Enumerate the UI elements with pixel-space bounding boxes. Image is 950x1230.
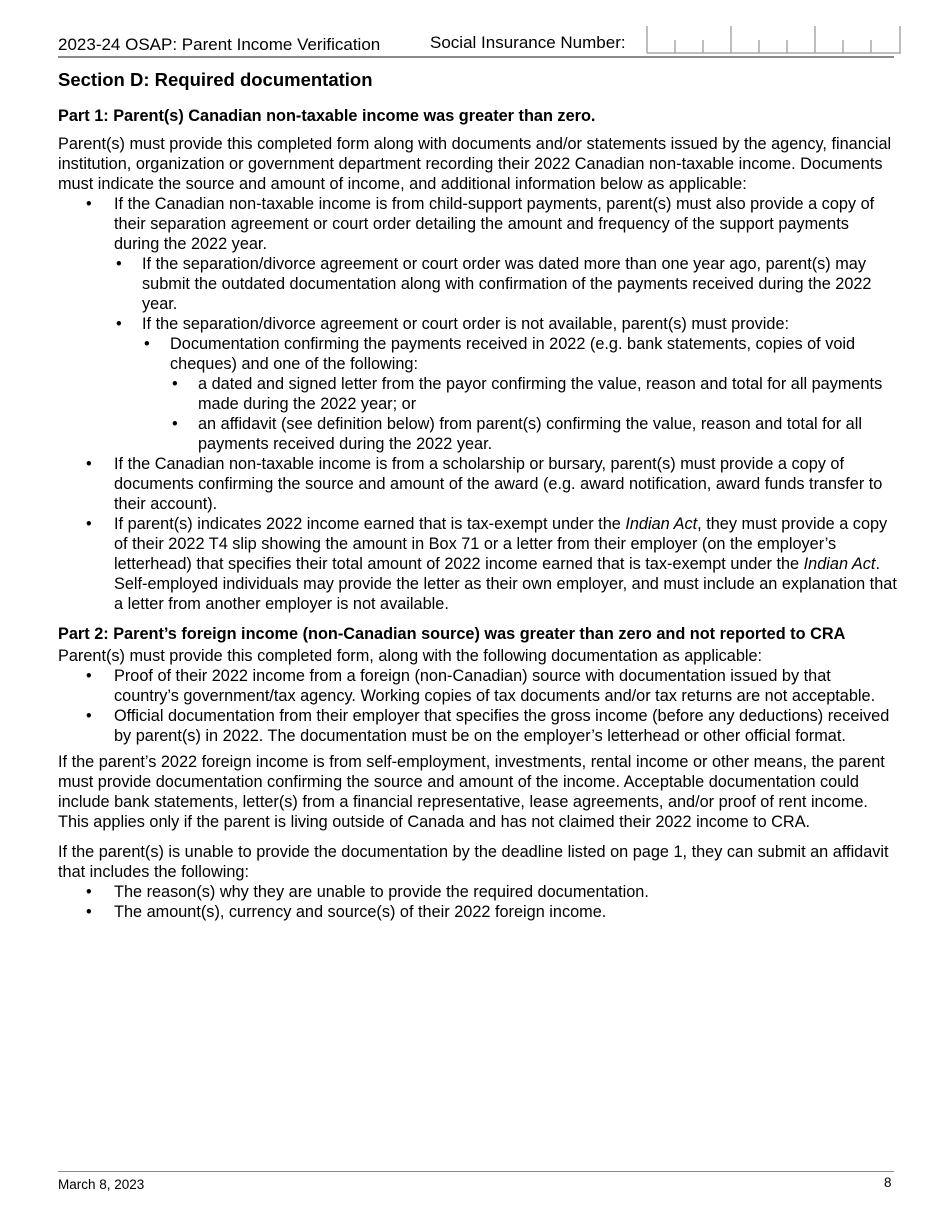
sin-input-boxes[interactable] bbox=[646, 24, 902, 54]
document-body bbox=[58, 68, 898, 922]
affidavit-text: an affidavit (see definition below) from parent(s) confirming the value, reason and total for all payments received during the 2022 year. bbox=[198, 415, 862, 453]
form-title: 2023-24 OSAP: Parent Income Verification bbox=[58, 35, 381, 54]
outdated-text: If the separation/divorce agreement or court order was dated more than one year ago, parent(s) may submit the outdated documentation along with confirmation of the payments received during the 2022 year. bbox=[142, 255, 872, 313]
part2-intro: Parent(s) must provide this completed form, along with the following documentation as applicable: bbox=[58, 647, 763, 665]
indian-act-text-b: , they must provide a copy of their 2022 T4 slip showing the amount in Box 71 or a letter from their employer (on the employer’s letterhead) that specifies their total amount of 2022 income earned that is tax-exempt under the bbox=[114, 515, 888, 573]
list-item bbox=[58, 902, 898, 922]
list-item bbox=[58, 514, 898, 614]
part1-intro: Parent(s) must provide this completed form along with documents and/or statements issued by the agency, financial institution, organization or government department recording their 2022 Canadian non-taxable income. Documents must indicate the source and amount of income, and additional information below as applicable: bbox=[58, 135, 892, 193]
scholarship-text: If the Canadian non-taxable income is from a scholarship or bursary, parent(s) must provide a copy of documents confirming the source and amount of the award (e.g. award notification, award funds transfer to their account). bbox=[114, 455, 883, 513]
footer-date: March 8, 2023 bbox=[58, 1177, 145, 1192]
list-item bbox=[170, 414, 898, 454]
list-item bbox=[142, 334, 898, 454]
documentation-sublist bbox=[170, 374, 898, 454]
reasons-text: The reason(s) why they are unable to provide the required documentation. bbox=[114, 883, 649, 901]
official-text: Official documentation from their employer that specifies the gross income (before any deductions) received by parent(s) in 2022. The documentation must be on the employer’s letterhead or other official format. bbox=[114, 707, 890, 745]
list-item bbox=[114, 254, 898, 314]
proof-text: Proof of their 2022 income from a foreign (non-Canadian) source with documentation issued by that country’s government/tax agency. Working copies of tax documents and/or tax returns are not acceptable. bbox=[114, 667, 876, 705]
affidavit-list bbox=[58, 882, 898, 922]
list-item bbox=[58, 706, 898, 746]
list-item bbox=[58, 454, 898, 514]
dated-letter-text: a dated and signed letter from the payor confirming the value, reason and total for all payments made during the 2022 year; or bbox=[198, 375, 883, 413]
self-employment-paragraph: If the parent’s 2022 foreign income is from self-employment, investments, rental income or other means, the parent must provide documentation confirming the source and amount of the income. Acceptable documentation could include bank statements, letter(s) from a financial representative, lease agreements, and/or proof of rent income. This applies only if the parent is living outside of Canada and has not claimed their 2022 income to CRA. bbox=[58, 753, 885, 831]
list-item bbox=[58, 882, 898, 902]
child-support-sublist bbox=[114, 254, 898, 454]
child-support-text: If the Canadian non-taxable income is from child-support payments, parent(s) must also provide a copy of their separation agreement or court order detailing the amount and frequency of the support payments during the 2022 year. bbox=[114, 195, 875, 253]
list-item bbox=[58, 194, 898, 454]
documentation-text: Documentation confirming the payments received in 2022 (e.g. bank statements, copies of void cheques) and one of the following: bbox=[170, 335, 856, 373]
list-item bbox=[58, 666, 898, 706]
amounts-text: The amount(s), currency and source(s) of their 2022 foreign income. bbox=[114, 903, 607, 921]
part2-list bbox=[58, 666, 898, 746]
header-divider bbox=[58, 56, 894, 58]
page-header bbox=[58, 22, 902, 58]
page-number: 8 bbox=[884, 1175, 892, 1190]
indian-act-term: Indian Act bbox=[625, 515, 698, 533]
unable-paragraph: If the parent(s) is unable to provide the documentation by the deadline listed on page 1, they can submit an affidavit that includes the following: bbox=[58, 843, 889, 881]
list-item bbox=[170, 374, 898, 414]
indian-act-text-c: . Self-employed individuals may provide the letter as their own employer, and must include an explanation that a letter from another employer is not available. bbox=[114, 555, 897, 613]
part2-heading: Part 2: Parent’s foreign income (non-Canadian source) was greater than zero and not reported to CRA bbox=[58, 625, 846, 643]
list-item bbox=[114, 314, 898, 454]
footer-divider bbox=[58, 1171, 894, 1172]
part1-list bbox=[58, 194, 898, 614]
part1-heading: Part 1: Parent(s) Canadian non-taxable income was greater than zero. bbox=[58, 107, 596, 125]
sin-label: Social Insurance Number: bbox=[430, 33, 626, 52]
indian-act-term: Indian Act bbox=[803, 555, 876, 573]
section-title: Section D: Required documentation bbox=[58, 69, 373, 90]
not-available-text: If the separation/divorce agreement or court order is not available, parent(s) must provide: bbox=[142, 315, 790, 333]
not-available-sublist bbox=[142, 334, 898, 454]
indian-act-text-a: If parent(s) indicates 2022 income earned that is tax-exempt under the bbox=[114, 515, 626, 533]
